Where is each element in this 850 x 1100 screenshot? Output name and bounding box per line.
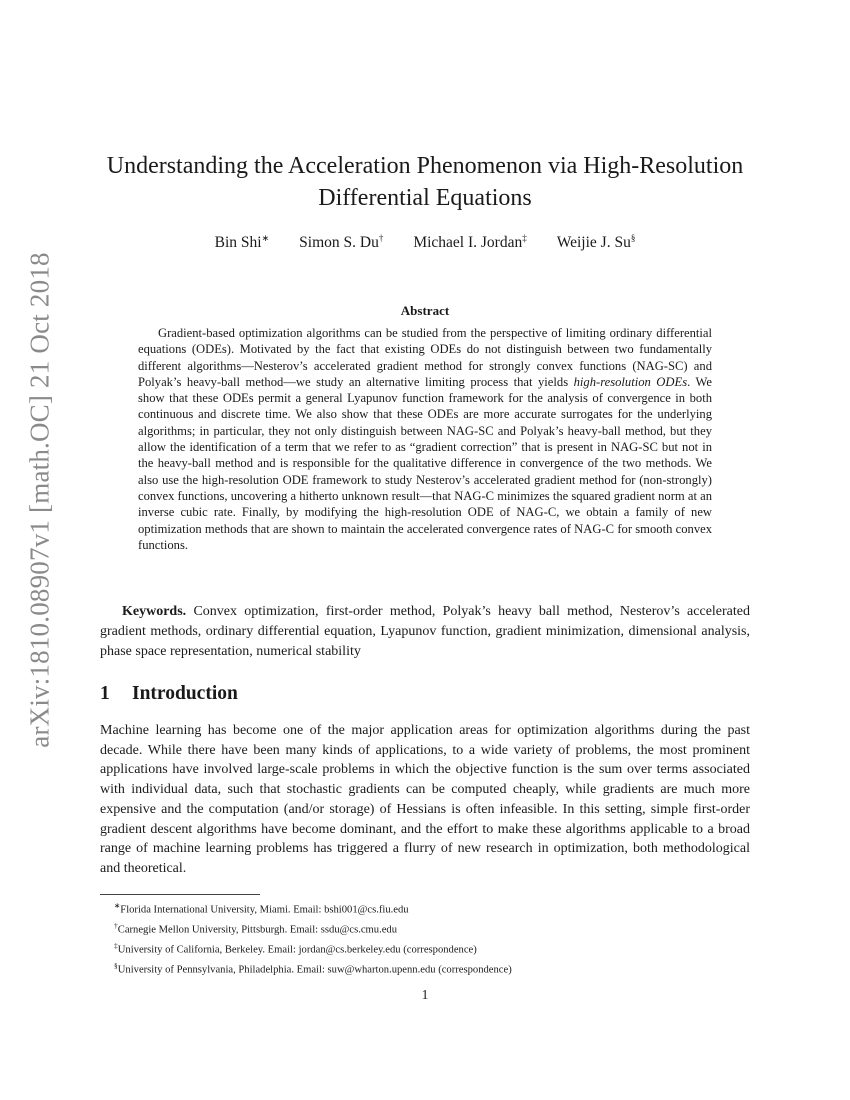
footnote-mark: ∗ (114, 901, 121, 910)
paper-title (100, 150, 750, 214)
footnote (114, 958, 750, 978)
footnote-mark: ‡ (114, 941, 118, 951)
abstract-heading: Abstract (400, 303, 450, 318)
author (413, 233, 526, 252)
keywords-label: Keywords. (122, 604, 187, 619)
section-heading (100, 683, 750, 705)
arxiv-stamp (20, 230, 60, 770)
author-mark: ‡ (522, 233, 527, 243)
section-number: 1 (100, 683, 110, 704)
abstract-text-1: Gradient-based optimization algorithms can be studied from the perspective of limiting ordinary differential equations (ODEs). Motivated by the fact that existing ODEs do not distinguish between two fundamentally different algorithms—Nesterov’s accelerated gradient method for strongly convex functions (NAG-SC) and Polyak’s heavy-ball method—we study an alternative limiting process that yields (138, 326, 712, 389)
author-mark: ∗ (261, 233, 270, 243)
footnote (114, 918, 750, 938)
author-mark: † (378, 233, 384, 243)
footnotes (114, 898, 750, 978)
title-line-1: Understanding the Acceleration Phenomenon via High-Resolution (106, 153, 744, 179)
keywords-text: Convex optimization, first-order method, Polyak’s heavy ball method, Nesterov’s accelerated gradient methods, ordinary differential equation, Lyapunov function, gradient minimization, dimensional analysis, phase space representation, numerical stability (100, 604, 750, 659)
abstract-emphasis: high-resolution ODEs (573, 374, 688, 389)
author-list (100, 233, 750, 252)
author-name: Weijie J. Su (556, 234, 631, 252)
footnote-mark: § (114, 961, 118, 971)
keywords-paragraph (100, 602, 750, 662)
footnote (114, 938, 750, 958)
footnote-text: Florida International University, Miami. Email: bshi001@cs.fiu.edu (120, 904, 409, 916)
footnote-text: University of Pennsylvania, Philadelphia. Email: suw@wharton.upenn.edu (correspondence) (117, 964, 512, 976)
title-line-2: Differential Equations (318, 185, 532, 211)
footnote-text: Carnegie Mellon University, Pittsburgh. Email: ssdu@cs.cmu.edu (117, 924, 398, 936)
author-name: Michael I. Jordan (413, 234, 523, 252)
footnote-mark: † (114, 921, 118, 931)
author-mark: § (630, 233, 636, 243)
abstract-body (138, 325, 712, 553)
abstract-text-2: . We show that these ODEs permit a general Lyapunov function framework for the analysis of convergence in both continuous and discrete time. We also show that these ODEs are more accurate surrogates for the underlying algorithms; in particular, they not only distinguish between NAG-SC and Polyak’s heavy-ball method, but they allow the identification of a term that we refer to as “gradient correction” that is present in NAG-SC but not in the heavy-ball method and is responsible for the qualitative difference in convergence of the two methods. We also use the high-resolution ODE framework to study Nesterov’s accelerated gradient method for (non-strongly) convex functions, uncovering a hitherto unknown result—that NAG-C minimizes the squared gradient norm at an inverse cubic rate. Finally, by modifying the high-resolution ODE of NAG-C, we obtain a family of new optimization methods that are shown to maintain the accelerated convergence rates of NAG-C for smooth convex functions. (138, 374, 712, 552)
footnote-rule (100, 894, 260, 895)
author (215, 233, 270, 252)
arxiv-stamp-text: arXiv:1810.08907v1 [math.OC] 21 Oct 2018 (24, 252, 55, 748)
author-name: Simon S. Du (299, 234, 379, 252)
author (299, 233, 383, 252)
footnote (114, 898, 750, 918)
section-title: Introduction (132, 683, 238, 704)
page-number: 1 (421, 987, 429, 1002)
author-name: Bin Shi (214, 234, 262, 252)
introduction-paragraph: Machine learning has become one of the major application areas for optimization algorithms during the past decade. While there have been many kinds of applications, to a wide variety of problems, the most prominent applications have involved large-scale problems in which the objective function is the sum over terms associated with individual data, such that stochastic gradients can be computed cheaply, while gradients are much more expensive and the computation (and/or storage) of Hessians is often infeasible. In this setting, simple first-order gradient descent algorithms have become dominant, and the effort to make these algorithms applicable to a broad range of machine learning problems has triggered a flurry of new research in optimization, both methodological and theoretical. (100, 723, 750, 876)
author (557, 233, 636, 252)
footnote-text: University of California, Berkeley. Email: jordan@cs.berkeley.edu (correspondence) (117, 944, 477, 956)
